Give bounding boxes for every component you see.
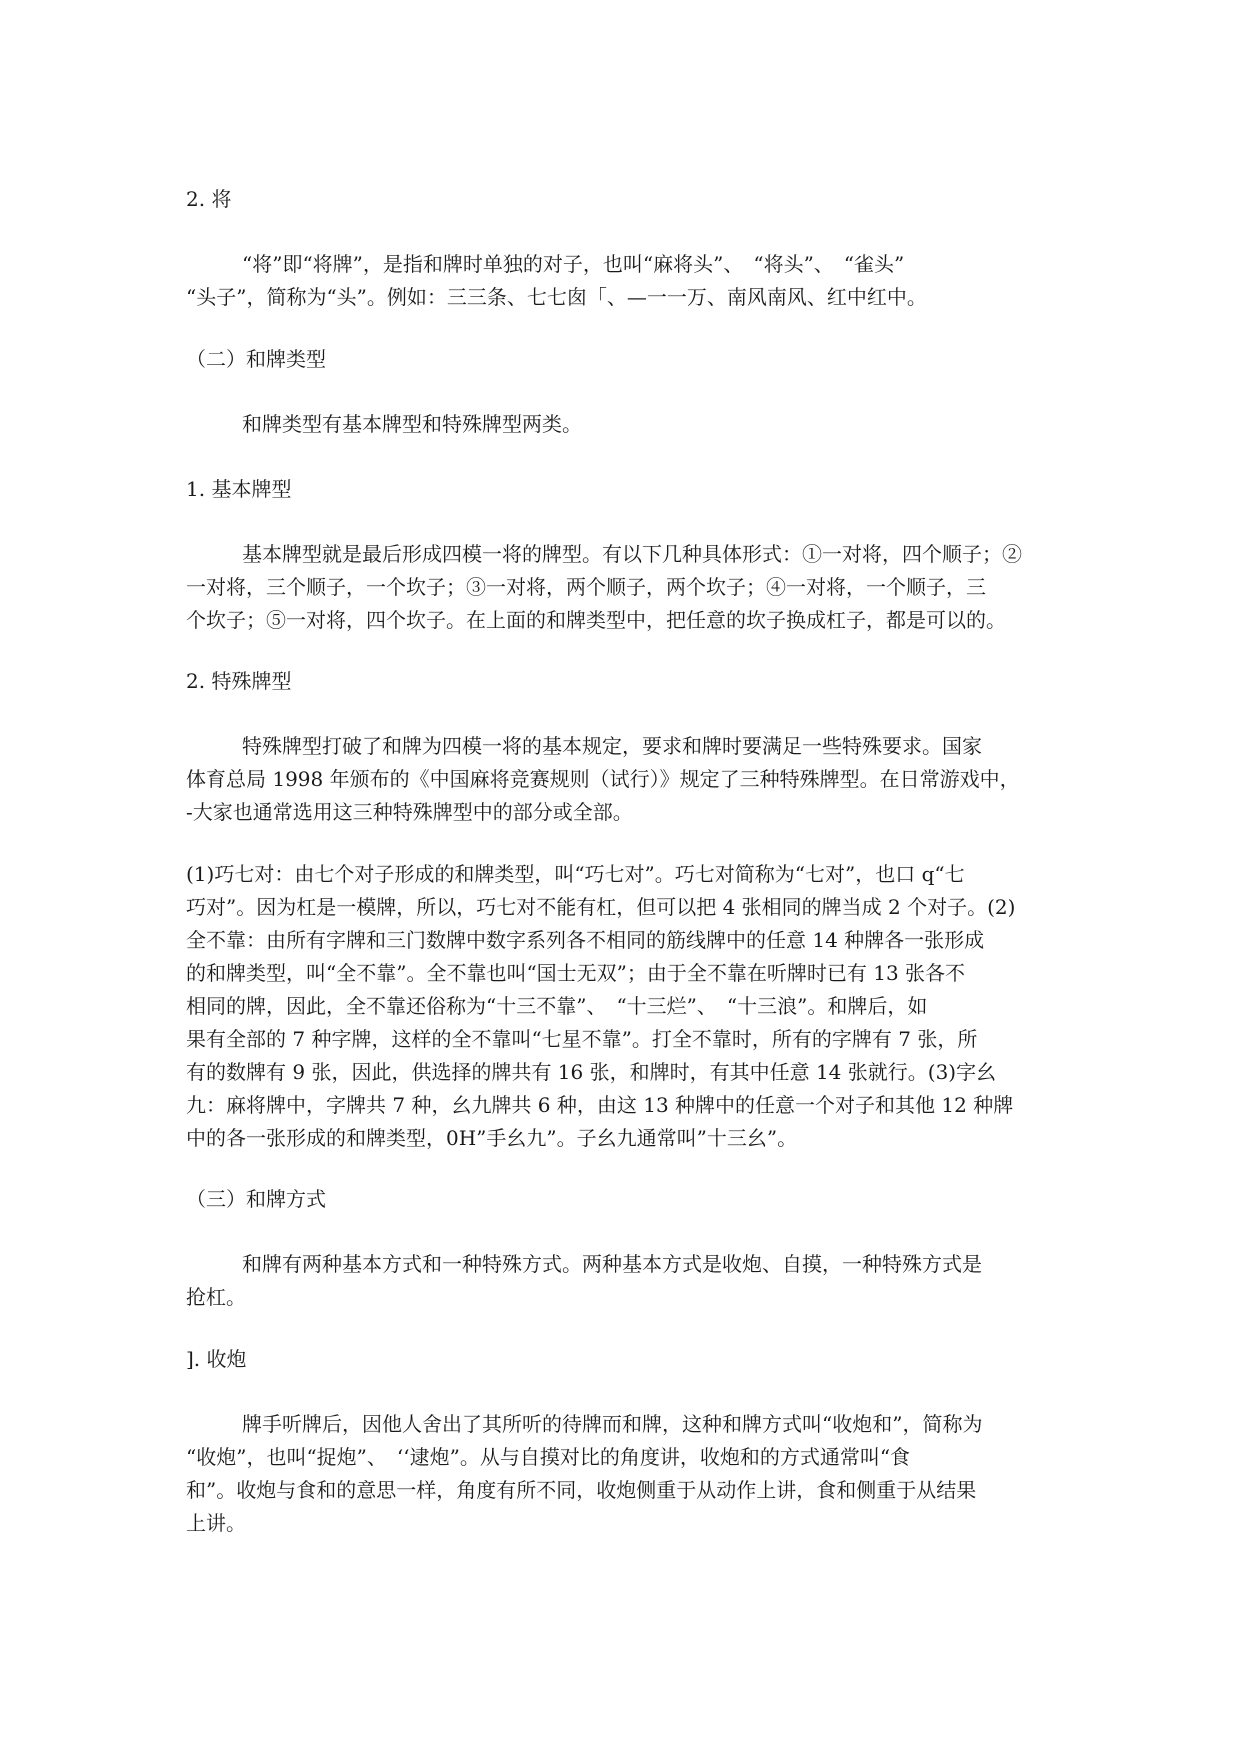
- special-detail-paragraph: [186, 858, 1056, 1155]
- heading-text: （三）和牌方式: [186, 1187, 326, 1211]
- paragraph-line: 特殊牌型打破了和牌为四模一将的基本规定，要求和牌时要满足一些特殊要求。国家: [242, 734, 982, 758]
- paragraph-line: 个坎子；⑤一对将，四个坎子。在上面的和牌类型中，把任意的坎子换成杠子，都是可以的。: [186, 608, 1006, 632]
- section-three-heading: [186, 1183, 1056, 1216]
- paragraph-line: (1)巧七对：由七个对子形成的和牌类型，叫“巧七对”。巧七对简称为“七对”，也口 q“七: [186, 862, 965, 886]
- paragraph-line: 和”。收炮与食和的意思一样，角度有所不同，收炮侧重于从动作上讲，食和侧重于从结果: [186, 1478, 977, 1502]
- basic-type-heading: [186, 473, 1056, 506]
- jiang-paragraph: [186, 248, 1056, 314]
- paragraph-line: “头子”，简称为“头”。例如：三三条、七七囱「、—一一万、南风南风、红中红中。: [186, 285, 927, 309]
- paragraph-line: 抢杠。: [186, 1285, 246, 1309]
- heading-text: ]. 收炮: [186, 1347, 247, 1371]
- special-type-heading: [186, 665, 1056, 698]
- section-jiang-heading: [186, 183, 1056, 216]
- basic-type-paragraph: [186, 538, 1056, 637]
- paragraph-line: 牌手听牌后，因他人舍出了其所听的待牌而和牌，这种和牌方式叫“收炮和”，简称为: [242, 1412, 983, 1436]
- heading-text: 2. 特殊牌型: [186, 669, 292, 693]
- paragraph-line: 巧对”。因为杠是一模牌，所以，巧七对不能有杠，但可以把 4 张相同的牌当成 2 个对子。(2): [186, 895, 1016, 919]
- shoupao-heading: [186, 1343, 1056, 1376]
- paragraph-line: 的和牌类型，叫“全不靠”。全不靠也叫“国士无双”；由于全不靠在听牌时已有 13 张各不: [186, 961, 966, 985]
- paragraph-line: 中的各一张形成的和牌类型，0H”手幺九”。子幺九通常叫”十三幺”。: [186, 1126, 798, 1150]
- paragraph-line: 九：麻将牌中，字牌共 7 种，幺九牌共 6 种，由这 13 种牌中的任意一个对子和其他 12 种牌: [186, 1093, 1014, 1117]
- section-two-heading: [186, 343, 1056, 376]
- heading-text: 1. 基本牌型: [186, 477, 292, 501]
- paragraph-line: 上讲。: [186, 1511, 246, 1535]
- special-type-paragraph: [186, 730, 1056, 829]
- heading-text: （二）和牌类型: [186, 347, 326, 371]
- paragraph-line: 相同的牌，因此，全不靠还俗称为“十三不靠”、 “十三烂”、 “十三浪”。和牌后，如: [186, 994, 928, 1018]
- paragraph-line: 果有全部的 7 种字牌，这样的全不靠叫“七星不靠”。打全不靠时，所有的字牌有 7 张，所: [186, 1027, 978, 1051]
- paragraph-line: 一对将，三个顺子，一个坎子；③一对将，两个顺子，两个坎子；④一对将，一个顺子，三: [186, 575, 986, 599]
- paragraph-line: -大家也通常选用这三种特殊牌型中的部分或全部。: [186, 800, 633, 824]
- paragraph-line: 有的数牌有 9 张，因此，供选择的牌共有 16 张，和牌时，有其中任意 14 张就行。(3)字幺: [186, 1060, 997, 1084]
- paragraph-line: 全不靠：由所有字牌和三门数牌中数字系列各不相同的筋线牌中的任意 14 种牌各一张形成: [186, 928, 985, 952]
- method-paragraph: [186, 1248, 1056, 1314]
- paragraph-line: 基本牌型就是最后形成四模一将的牌型。有以下几种具体形式：①一对将，四个顺子；②: [242, 542, 1022, 566]
- paragraph-line: 和牌类型有基本牌型和特殊牌型两类。: [242, 412, 582, 436]
- paragraph-line: 和牌有两种基本方式和一种特殊方式。两种基本方式是收炮、自摸，一种特殊方式是: [242, 1252, 982, 1276]
- types-intro-paragraph: [186, 408, 1056, 441]
- paragraph-line: “收炮”，也叫“捉炮”、 ‘‘逮炮”。从与自摸对比的角度讲，收炮和的方式通常叫“食: [186, 1445, 911, 1469]
- shoupao-paragraph: [186, 1408, 1056, 1540]
- heading-text: 2. 将: [186, 187, 232, 211]
- paragraph-line: “将”即“将牌”，是指和牌时单独的对子，也叫“麻将头”、 “将头”、 “雀头”: [242, 252, 905, 276]
- paragraph-line: 体育总局 1998 年颁布的《中国麻将竞赛规则（试行）》规定了三种特殊牌型。在日常游戏中，: [186, 767, 1020, 791]
